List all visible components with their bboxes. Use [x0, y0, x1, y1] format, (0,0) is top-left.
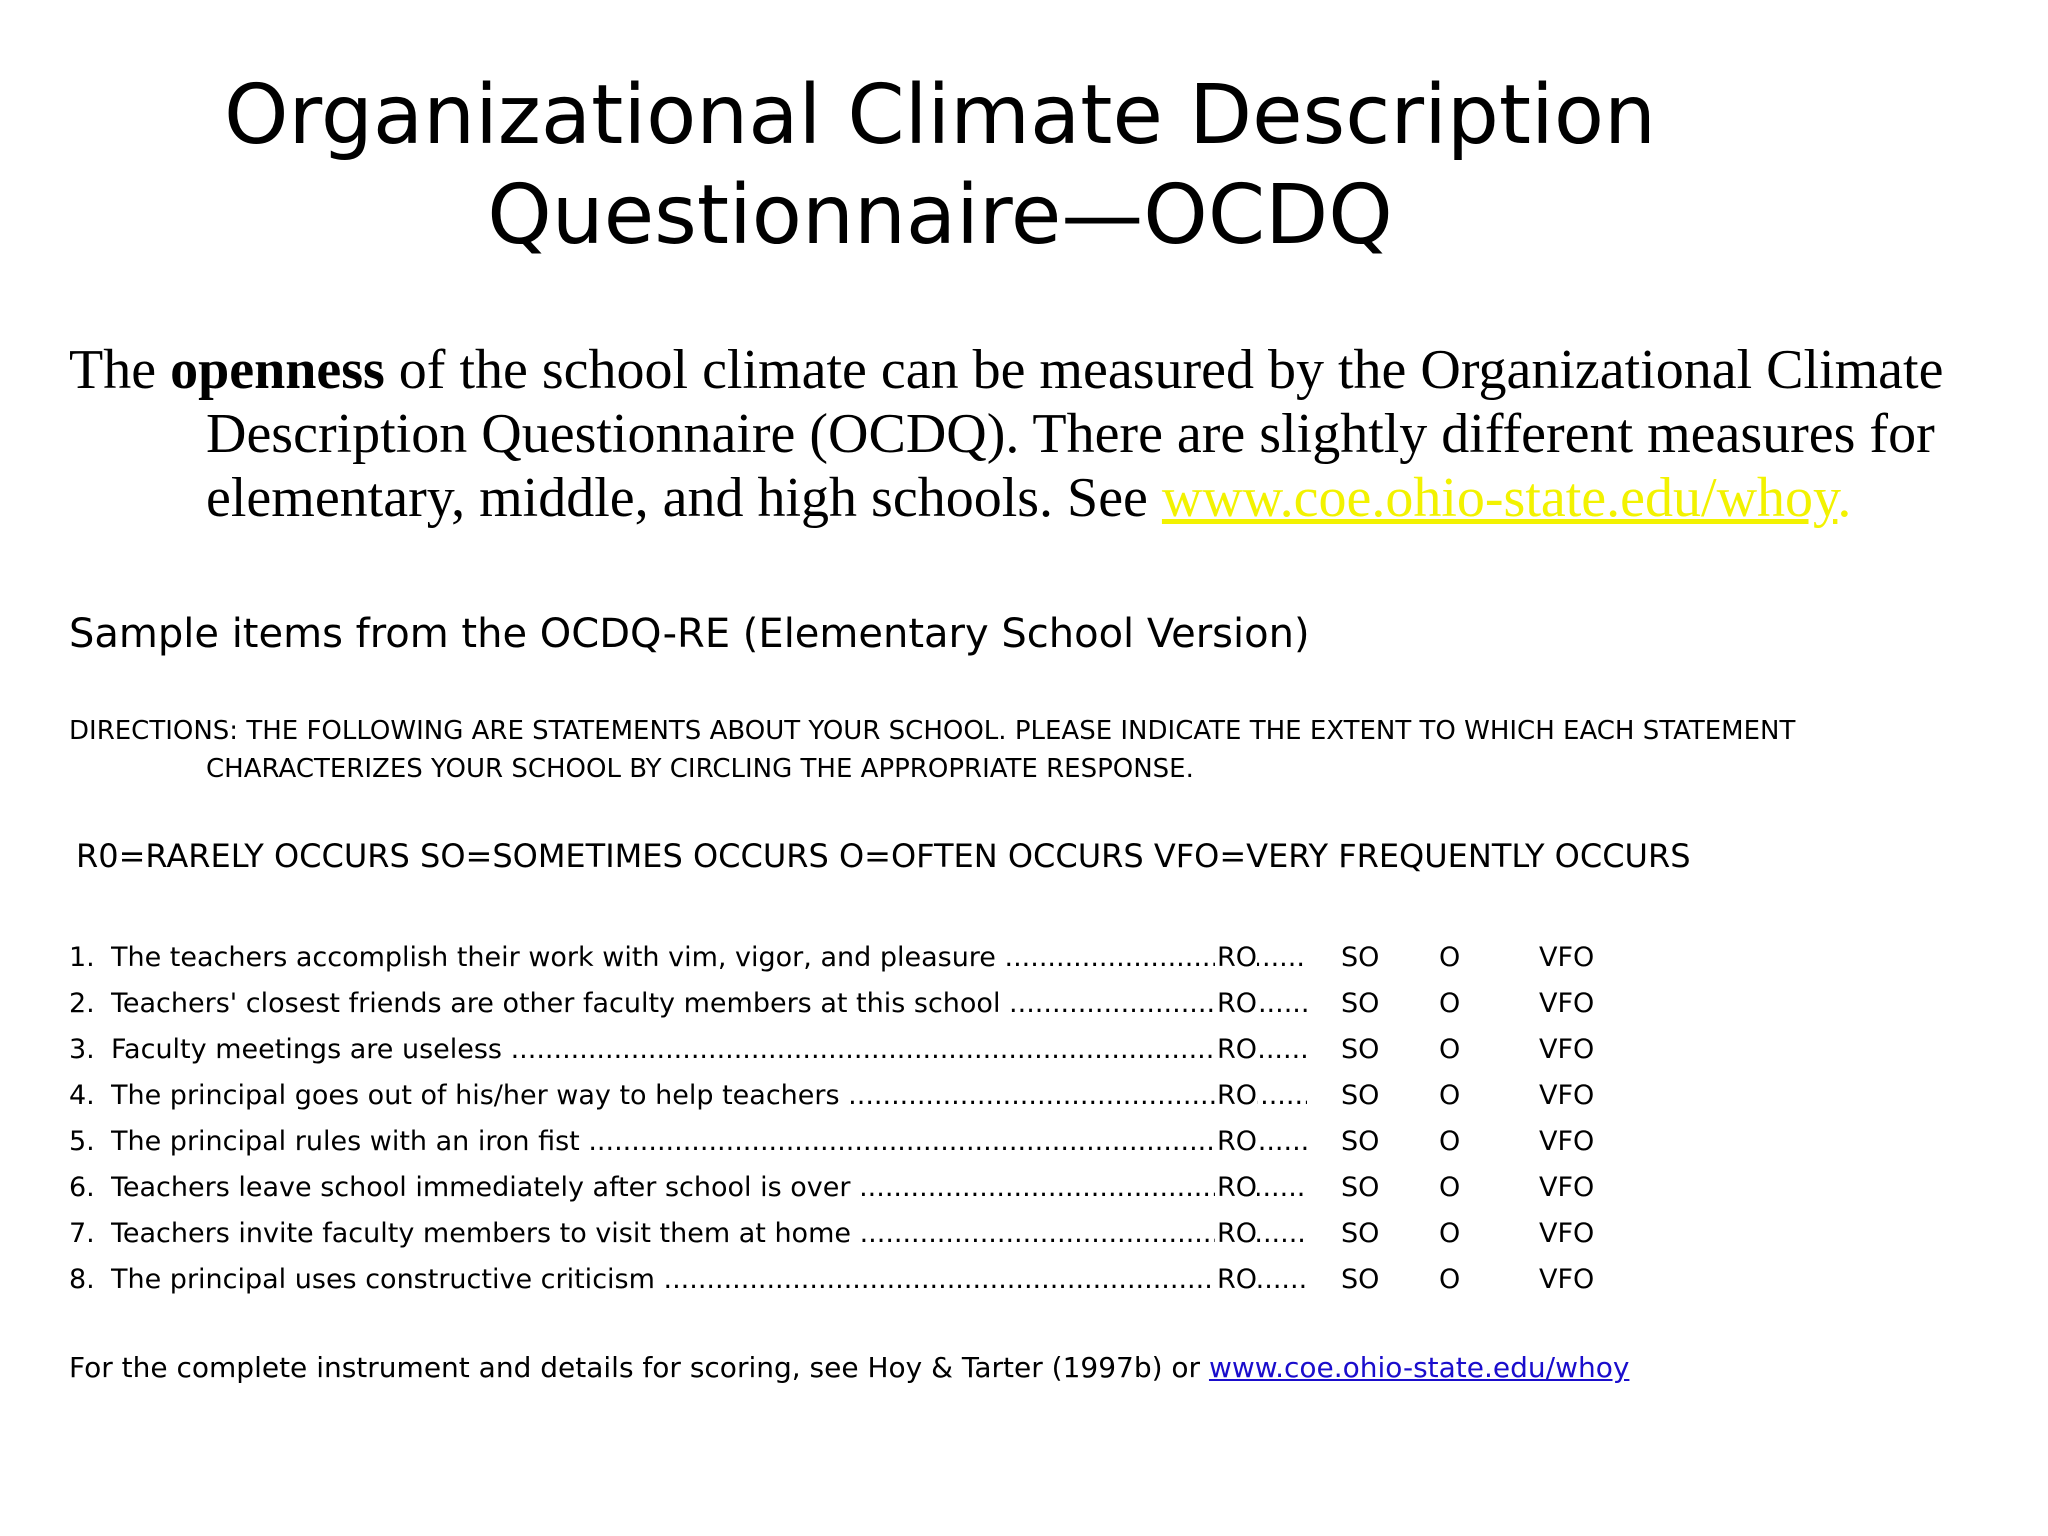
- response-option-so[interactable]: SO: [1341, 942, 1380, 973]
- item-statement: The teachers accomplish their work with vim, vigor, and pleasure .....: [111, 935, 1307, 981]
- response-option-vfo[interactable]: VFO: [1539, 942, 1595, 973]
- list-item: [69, 1165, 1629, 1211]
- questionnaire-items: [69, 935, 1629, 1303]
- response-option-ro[interactable]: RO: [1215, 1027, 1257, 1073]
- list-item: [69, 935, 1629, 981]
- response-option-vfo[interactable]: VFO: [1539, 1264, 1595, 1295]
- directions-line-1: DIRECTIONS: THE FOLLOWING ARE STATEMENTS ABOUT YOUR SCHOOL. PLEASE INDICATE THE EXTENT TO WHICH EACH STATEMENT: [69, 716, 1796, 746]
- intro-text: The: [69, 339, 171, 401]
- response-option-o[interactable]: O: [1439, 988, 1461, 1019]
- directions: [69, 712, 2029, 788]
- item-number: 3.: [69, 1034, 95, 1065]
- list-item: [69, 1211, 1629, 1257]
- intro-period: .: [1837, 467, 1852, 529]
- intro-website-link[interactable]: www.coe.ohio-state.edu/whoy: [1161, 467, 1838, 529]
- response-option-vfo[interactable]: VFO: [1539, 1126, 1595, 1157]
- response-option-vfo[interactable]: VFO: [1539, 988, 1595, 1019]
- response-option-so[interactable]: SO: [1341, 988, 1380, 1019]
- intro-text: of the school climate can be measured by the Organizational Climate: [384, 339, 1944, 401]
- item-statement: The principal uses constructive criticism .....: [111, 1257, 1307, 1303]
- item-statement: The principal rules with an iron fist .....: [111, 1119, 1307, 1165]
- intro-line-2: Description Questionnaire (OCDQ). There are slightly different measures for: [206, 403, 1935, 465]
- response-option-so[interactable]: SO: [1341, 1172, 1380, 1203]
- response-option-ro[interactable]: RO: [1215, 1073, 1257, 1119]
- intro-line-1: [69, 338, 2009, 402]
- item-statement: Teachers' closest friends are other faculty members at this school .....: [111, 981, 1307, 1027]
- list-item: [69, 1073, 1629, 1119]
- response-option-so[interactable]: SO: [1341, 1126, 1380, 1157]
- response-option-vfo[interactable]: VFO: [1539, 1218, 1595, 1249]
- response-option-ro[interactable]: RO: [1215, 1165, 1257, 1211]
- response-option-ro[interactable]: RO: [1215, 935, 1257, 981]
- item-number: 1.: [69, 942, 95, 973]
- directions-line-2: CHARACTERIZES YOUR SCHOOL BY CIRCLING THE APPROPRIATE RESPONSE.: [206, 754, 1194, 784]
- item-number: 5.: [69, 1126, 95, 1157]
- response-option-o[interactable]: O: [1439, 1034, 1461, 1065]
- response-legend: R0=RARELY OCCURS SO=SOMETIMES OCCURS O=OFTEN OCCURS VFO=VERY FREQUENTLY OCCURS: [76, 837, 1691, 875]
- intro-paragraph: [69, 338, 2009, 530]
- title-line-2: Questionnaire—OCDQ: [487, 168, 1393, 263]
- response-option-ro[interactable]: RO: [1215, 981, 1257, 1027]
- response-option-ro[interactable]: RO: [1215, 1211, 1257, 1257]
- title-line-1: Organizational Climate Description: [224, 68, 1656, 163]
- response-option-vfo[interactable]: VFO: [1539, 1034, 1595, 1065]
- response-option-o[interactable]: O: [1439, 942, 1461, 973]
- response-option-o[interactable]: O: [1439, 1264, 1461, 1295]
- item-statement: Teachers leave school immediately after school is over .....: [111, 1165, 1307, 1211]
- response-option-o[interactable]: O: [1439, 1080, 1461, 1111]
- response-option-o[interactable]: O: [1439, 1126, 1461, 1157]
- item-statement: Faculty meetings are useless .....: [111, 1027, 1307, 1073]
- item-number: 2.: [69, 988, 95, 1019]
- response-option-ro[interactable]: RO: [1215, 1257, 1257, 1303]
- response-option-so[interactable]: SO: [1341, 1034, 1380, 1065]
- response-option-vfo[interactable]: VFO: [1539, 1080, 1595, 1111]
- response-option-vfo[interactable]: VFO: [1539, 1172, 1595, 1203]
- list-item: [69, 1119, 1629, 1165]
- item-statement: The principal goes out of his/her way to help teachers .....: [111, 1073, 1307, 1119]
- footer-website-link[interactable]: www.coe.ohio-state.edu/whoy: [1208, 1351, 1630, 1384]
- response-option-ro[interactable]: RO: [1215, 1119, 1257, 1165]
- section-subtitle: Sample items from the OCDQ-RE (Elementary School Version): [69, 611, 1310, 657]
- intro-text: elementary, middle, and high schools. See: [206, 467, 1162, 529]
- response-option-o[interactable]: O: [1439, 1218, 1461, 1249]
- intro-bold-openness: openness: [170, 339, 385, 401]
- footer-note: [69, 1348, 1629, 1388]
- item-number: 7.: [69, 1218, 95, 1249]
- page-title: [0, 66, 1880, 266]
- footer-text: For the complete instrument and details for scoring, see Hoy & Tarter (1997b) or: [69, 1351, 1209, 1384]
- response-option-so[interactable]: SO: [1341, 1080, 1380, 1111]
- item-number: 4.: [69, 1080, 95, 1111]
- item-number: 6.: [69, 1172, 95, 1203]
- item-statement: Teachers invite faculty members to visit them at home .....: [111, 1211, 1307, 1257]
- list-item: [69, 1257, 1629, 1303]
- list-item: [69, 1027, 1629, 1073]
- response-option-so[interactable]: SO: [1341, 1218, 1380, 1249]
- response-option-o[interactable]: O: [1439, 1172, 1461, 1203]
- response-option-so[interactable]: SO: [1341, 1264, 1380, 1295]
- item-number: 8.: [69, 1264, 95, 1295]
- list-item: [69, 981, 1629, 1027]
- intro-line-3: [69, 466, 2009, 530]
